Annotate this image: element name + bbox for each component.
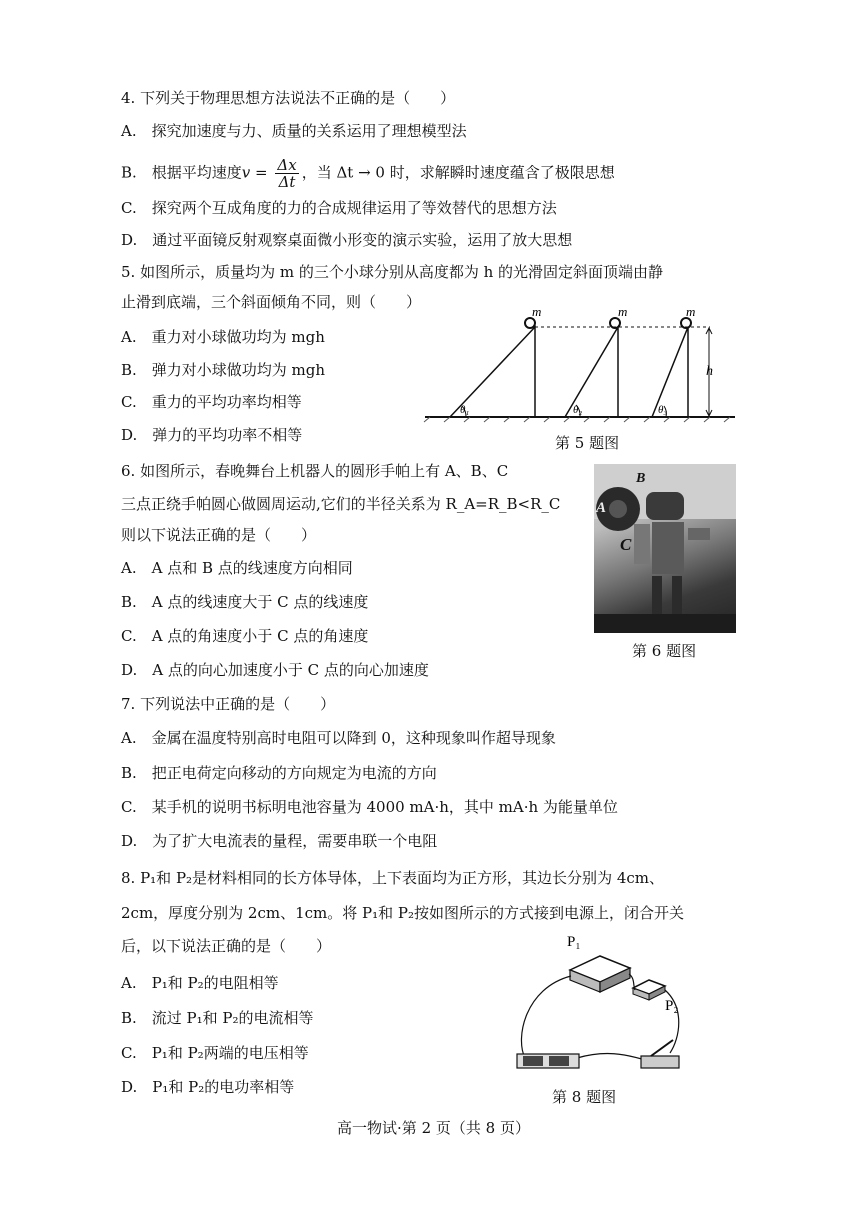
robot-head bbox=[646, 492, 684, 520]
q4-fraction-numerator: Δx bbox=[277, 156, 297, 174]
q6-option-d: D. A 点的向心加速度小于 C 点的向心加速度 bbox=[121, 661, 429, 679]
q4-v-symbol: v bbox=[241, 163, 251, 182]
label-m-3: m bbox=[686, 305, 696, 319]
label-C: C bbox=[620, 535, 632, 554]
robot-illustration bbox=[594, 464, 736, 633]
battery-1 bbox=[523, 1056, 543, 1066]
switch-lever bbox=[651, 1040, 673, 1056]
switch-base bbox=[641, 1056, 679, 1068]
q7-option-c: C. 某手机的说明书标明电池容量为 4000 mA·h，其中 mA·h 为能量单位 bbox=[121, 798, 618, 816]
q6-option-c: C. A 点的角速度小于 C 点的角速度 bbox=[121, 627, 369, 645]
q4-option-b bbox=[121, 157, 615, 190]
q7-option-b: B. 把正电荷定向移动的方向规定为电流的方向 bbox=[121, 764, 437, 782]
q4-stem: 4. 下列关于物理思想方法说法不正确的是（ ） bbox=[121, 89, 456, 107]
label-h: h bbox=[706, 364, 713, 379]
label-A: A bbox=[596, 500, 607, 516]
q5-option-c: C. 重力的平均功率均相等 bbox=[121, 393, 302, 411]
q6-robot-photo bbox=[594, 464, 736, 633]
robot-body bbox=[652, 522, 684, 574]
q5-option-b: B. 弹力对小球做功均为 mgh bbox=[121, 361, 326, 379]
wire-bottom bbox=[577, 1054, 645, 1060]
q4-option-a: A. 探究加速度与力、质量的关系运用了理想模型法 bbox=[121, 122, 467, 140]
ball-1 bbox=[525, 318, 535, 328]
q5-figure bbox=[420, 305, 740, 425]
q4-option-b-suffix: ，当 Δt → 0 时，求解瞬时速度蕴含了极限思想 bbox=[301, 163, 615, 182]
q8-stem-line3: 后，以下说法正确的是（ ） bbox=[121, 937, 332, 955]
q7-option-a: A. 金属在温度特别高时电阻可以降到 0，这种现象叫作超导现象 bbox=[121, 729, 556, 747]
q6-option-b: B. A 点的线速度大于 C 点的线速度 bbox=[121, 593, 369, 611]
label-P2: P₂ bbox=[665, 998, 679, 1014]
wire-left bbox=[521, 976, 571, 1058]
label-P1: P₁ bbox=[567, 934, 581, 950]
q7-stem: 7. 下列说法中正确的是（ ） bbox=[121, 695, 336, 713]
q4-equals: = bbox=[250, 163, 273, 182]
q6-stem-line1: 6. 如图所示，春晚舞台上机器人的圆形手帕上有 A、B、C bbox=[121, 462, 509, 480]
q8-circuit-figure bbox=[505, 928, 695, 1082]
q8-option-c: C. P₁和 P₂两端的电压相等 bbox=[121, 1044, 309, 1062]
page-footer: 高一物试·第 2 页（共 8 页） bbox=[337, 1119, 530, 1137]
q6-stem-line3: 则以下说法正确的是（ ） bbox=[121, 526, 317, 544]
q5-option-d: D. 弹力的平均功率不相等 bbox=[121, 426, 303, 444]
q5-caption: 第 5 题图 bbox=[555, 434, 620, 452]
q4-option-b-prefix: B. 根据平均速度 bbox=[121, 163, 242, 182]
q5-stem-line2: 止滑到底端，三个斜面倾角不同，则（ ） bbox=[121, 293, 422, 311]
q5-stem-line1: 5. 如图所示，质量均为 m 的三个小球分别从高度都为 h 的光滑固定斜面顶端由静 bbox=[121, 263, 664, 281]
label-theta-1: θ₁ bbox=[460, 404, 470, 416]
battery-2 bbox=[549, 1056, 569, 1066]
q8-option-d: D. P₁和 P₂的电功率相等 bbox=[121, 1078, 295, 1096]
q4-option-c: C. 探究两个互成角度的力的合成规律运用了等效替代的思想方法 bbox=[121, 199, 557, 217]
q8-option-a: A. P₁和 P₂的电阻相等 bbox=[121, 974, 279, 992]
label-theta-2: θ₂ bbox=[573, 404, 583, 416]
q8-option-b: B. 流过 P₁和 P₂的电流相等 bbox=[121, 1009, 314, 1027]
label-theta-3: θ₃ bbox=[658, 404, 668, 416]
q4-fraction-denominator: Δt bbox=[278, 173, 296, 191]
q4-fraction bbox=[275, 157, 298, 190]
q7-option-d: D. 为了扩大电流表的量程，需要串联一个电阻 bbox=[121, 832, 438, 850]
q8-stem-line1: 8. P₁和 P₂是材料相同的长方体导体，上下表面均为正方形，其边长分别为 4cm、 bbox=[121, 869, 664, 887]
label-m-2: m bbox=[618, 305, 628, 319]
q8-caption: 第 8 题图 bbox=[552, 1088, 617, 1106]
label-B: B bbox=[636, 471, 646, 486]
label-m-1: m bbox=[532, 305, 542, 319]
q6-stem-line2: 三点正绕手帕圆心做圆周运动,它们的半径关系为 R_A=R_B<R_C bbox=[121, 495, 561, 513]
q4-option-d: D. 通过平面镜反射观察桌面微小形变的演示实验，运用了放大思想 bbox=[121, 231, 573, 249]
q5-option-a: A. 重力对小球做功均为 mgh bbox=[121, 328, 325, 346]
q8-stem-line2: 2cm，厚度分别为 2cm、1cm。将 P₁和 P₂按如图所示的方式接到电源上，闭合开关 bbox=[121, 904, 685, 922]
q6-option-a: A. A 点和 B 点的线速度方向相同 bbox=[121, 559, 353, 577]
q6-caption: 第 6 题图 bbox=[632, 642, 697, 660]
